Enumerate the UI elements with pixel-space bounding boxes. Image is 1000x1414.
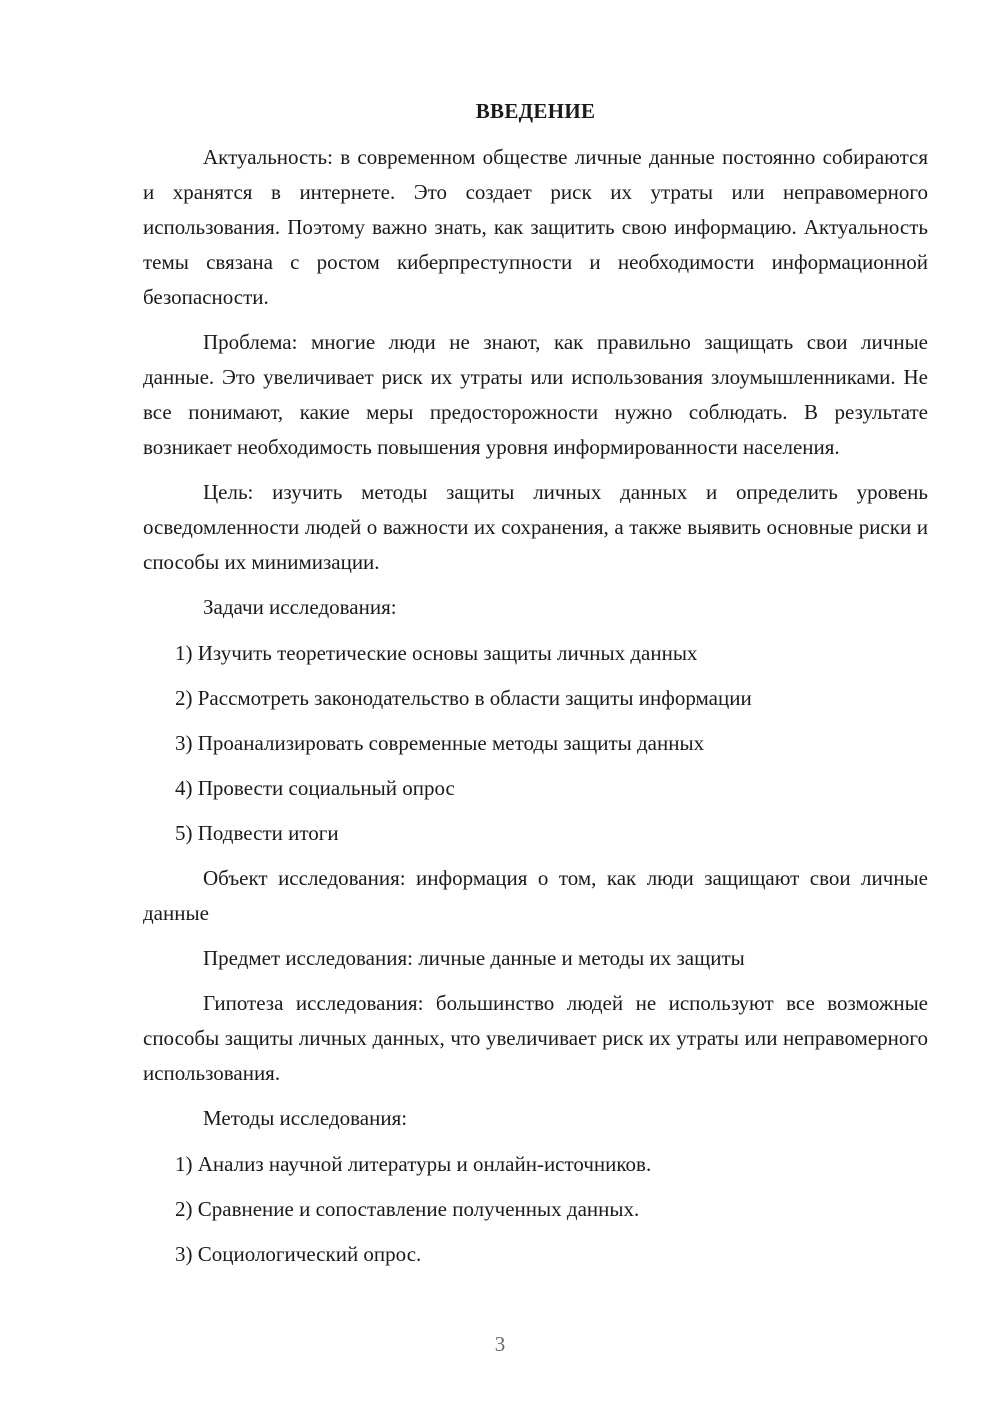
goal-paragraph: Цель: изучить методы защиты личных данных и определить уровень осведомленности людей о важности их сохранения, а также выявить основные риски и способы их минимизации. [143, 480, 928, 574]
tasks-heading: Задачи исследования: [203, 595, 397, 619]
method-item: 1) Анализ научной литературы и онлайн-источников. [175, 1152, 652, 1176]
document-title: ВВЕДЕНИЕ [475, 99, 596, 123]
page-number: 3 [494, 1332, 506, 1356]
object-paragraph: Объект исследования: информация о том, как люди защищают свои личные данные [143, 866, 928, 925]
problem-paragraph: Проблема: многие люди не знают, как правильно защищать свои личные данные. Это увеличивает риск их утраты или использования злоумышленниками. Не все понимают, какие меры предосторожности нужно соблюдать. В результате возникает необходимость повышения уровня информированности населения. [143, 330, 928, 459]
methods-heading: Методы исследования: [203, 1106, 408, 1130]
method-item: 3) Социологический опрос. [175, 1242, 422, 1266]
page-content [143, 96, 928, 1282]
task-item: 4) Провести социальный опрос [175, 776, 455, 800]
hypothesis-paragraph: Гипотеза исследования: большинство людей не используют все возможные способы защиты личных данных, что увеличивает риск их утраты или неправомерного использования. [143, 991, 928, 1085]
task-item: 1) Изучить теоретические основы защиты личных данных [175, 641, 698, 665]
task-item: 2) Рассмотреть законодательство в области защиты информации [175, 686, 752, 710]
task-item: 5) Подвести итоги [175, 821, 339, 845]
relevance-paragraph: Актуальность: в современном обществе личные данные постоянно собираются и хранятся в интернете. Это создает риск их утраты или неправомерного использования. Поэтому важно знать, как защитить свою информацию. Актуальность темы связана с ростом киберпреступности и необходимости информационной безопасности. [143, 145, 928, 309]
task-item: 3) Проанализировать современные методы защиты данных [175, 731, 705, 755]
subject-paragraph: Предмет исследования: личные данные и методы их защиты [203, 946, 745, 970]
method-item: 2) Сравнение и сопоставление полученных данных. [175, 1197, 640, 1221]
